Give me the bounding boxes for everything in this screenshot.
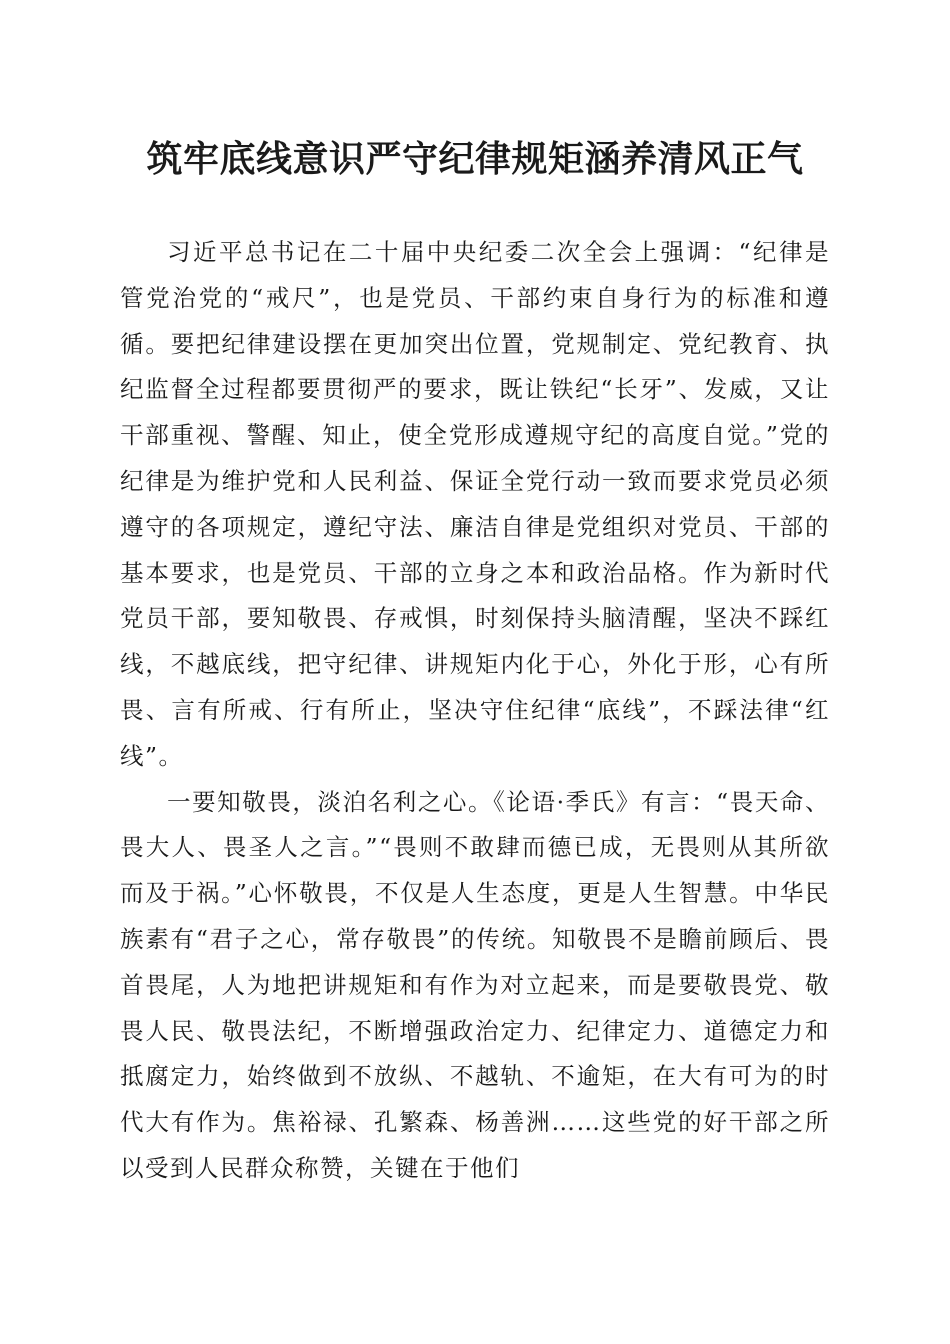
paragraph-intro: 习近平总书记在二十届中央纪委二次全会上强调：“纪律是管党治党的“戒尺”，也是党员、干部约束自身行为的标准和遵循。要把纪律建设摆在更加突出位置，党规制定、党纪教育、执纪监督全过程都要贯彻严的要求，既让铁纪“长牙”、发威，又让干部重视、警醒、知止，使全党形成遵规守纪的高度自觉。”党的纪律是为维护党和人民利益、保证全党行动一致而要求党员必须遵守的各项规定，遵纪守法、廉洁自律是党组织对党员、干部的基本要求，也是党员、干部的立身之本和政治品格。作为新时代党员干部，要知敬畏、存戒惧，时刻保持头脑清醒，坚决不踩红线，不越底线，把守纪律、讲规矩内化于心，外化于形，心有所畏、言有所戒、行有所止，坚决守住纪律“底线”，不踩法律“红线”。 [120,238,830,770]
document-body [120,230,830,1192]
document-title: 筑牢底线意识严守纪律规矩涵养清风正气 [146,138,804,180]
paragraph-reverence: 一要知敬畏，淡泊名利之心。《论语·季氏》有言：“畏天命、畏大人、畏圣人之言。”“畏则不敢肆而德已成，无畏则从其所欲而及于祸。”心怀敬畏，不仅是人生态度，更是人生智慧。中华民族素有“君子之心，常存敬畏”的传统。知敬畏不是瞻前顾后、畏首畏尾，人为地把讲规矩和有作为对立起来，而是要敬畏党、敬畏人民、敬畏法纪，不断增强政治定力、纪律定力、道德定力和抵腐定力，始终做到不放纵、不越轨、不逾矩，在大有可为的时代大有作为。焦裕禄、孔繁森、杨善洲……这些党的好干部之所以受到人民群众称赞，关键在于他们 [120,787,830,1182]
